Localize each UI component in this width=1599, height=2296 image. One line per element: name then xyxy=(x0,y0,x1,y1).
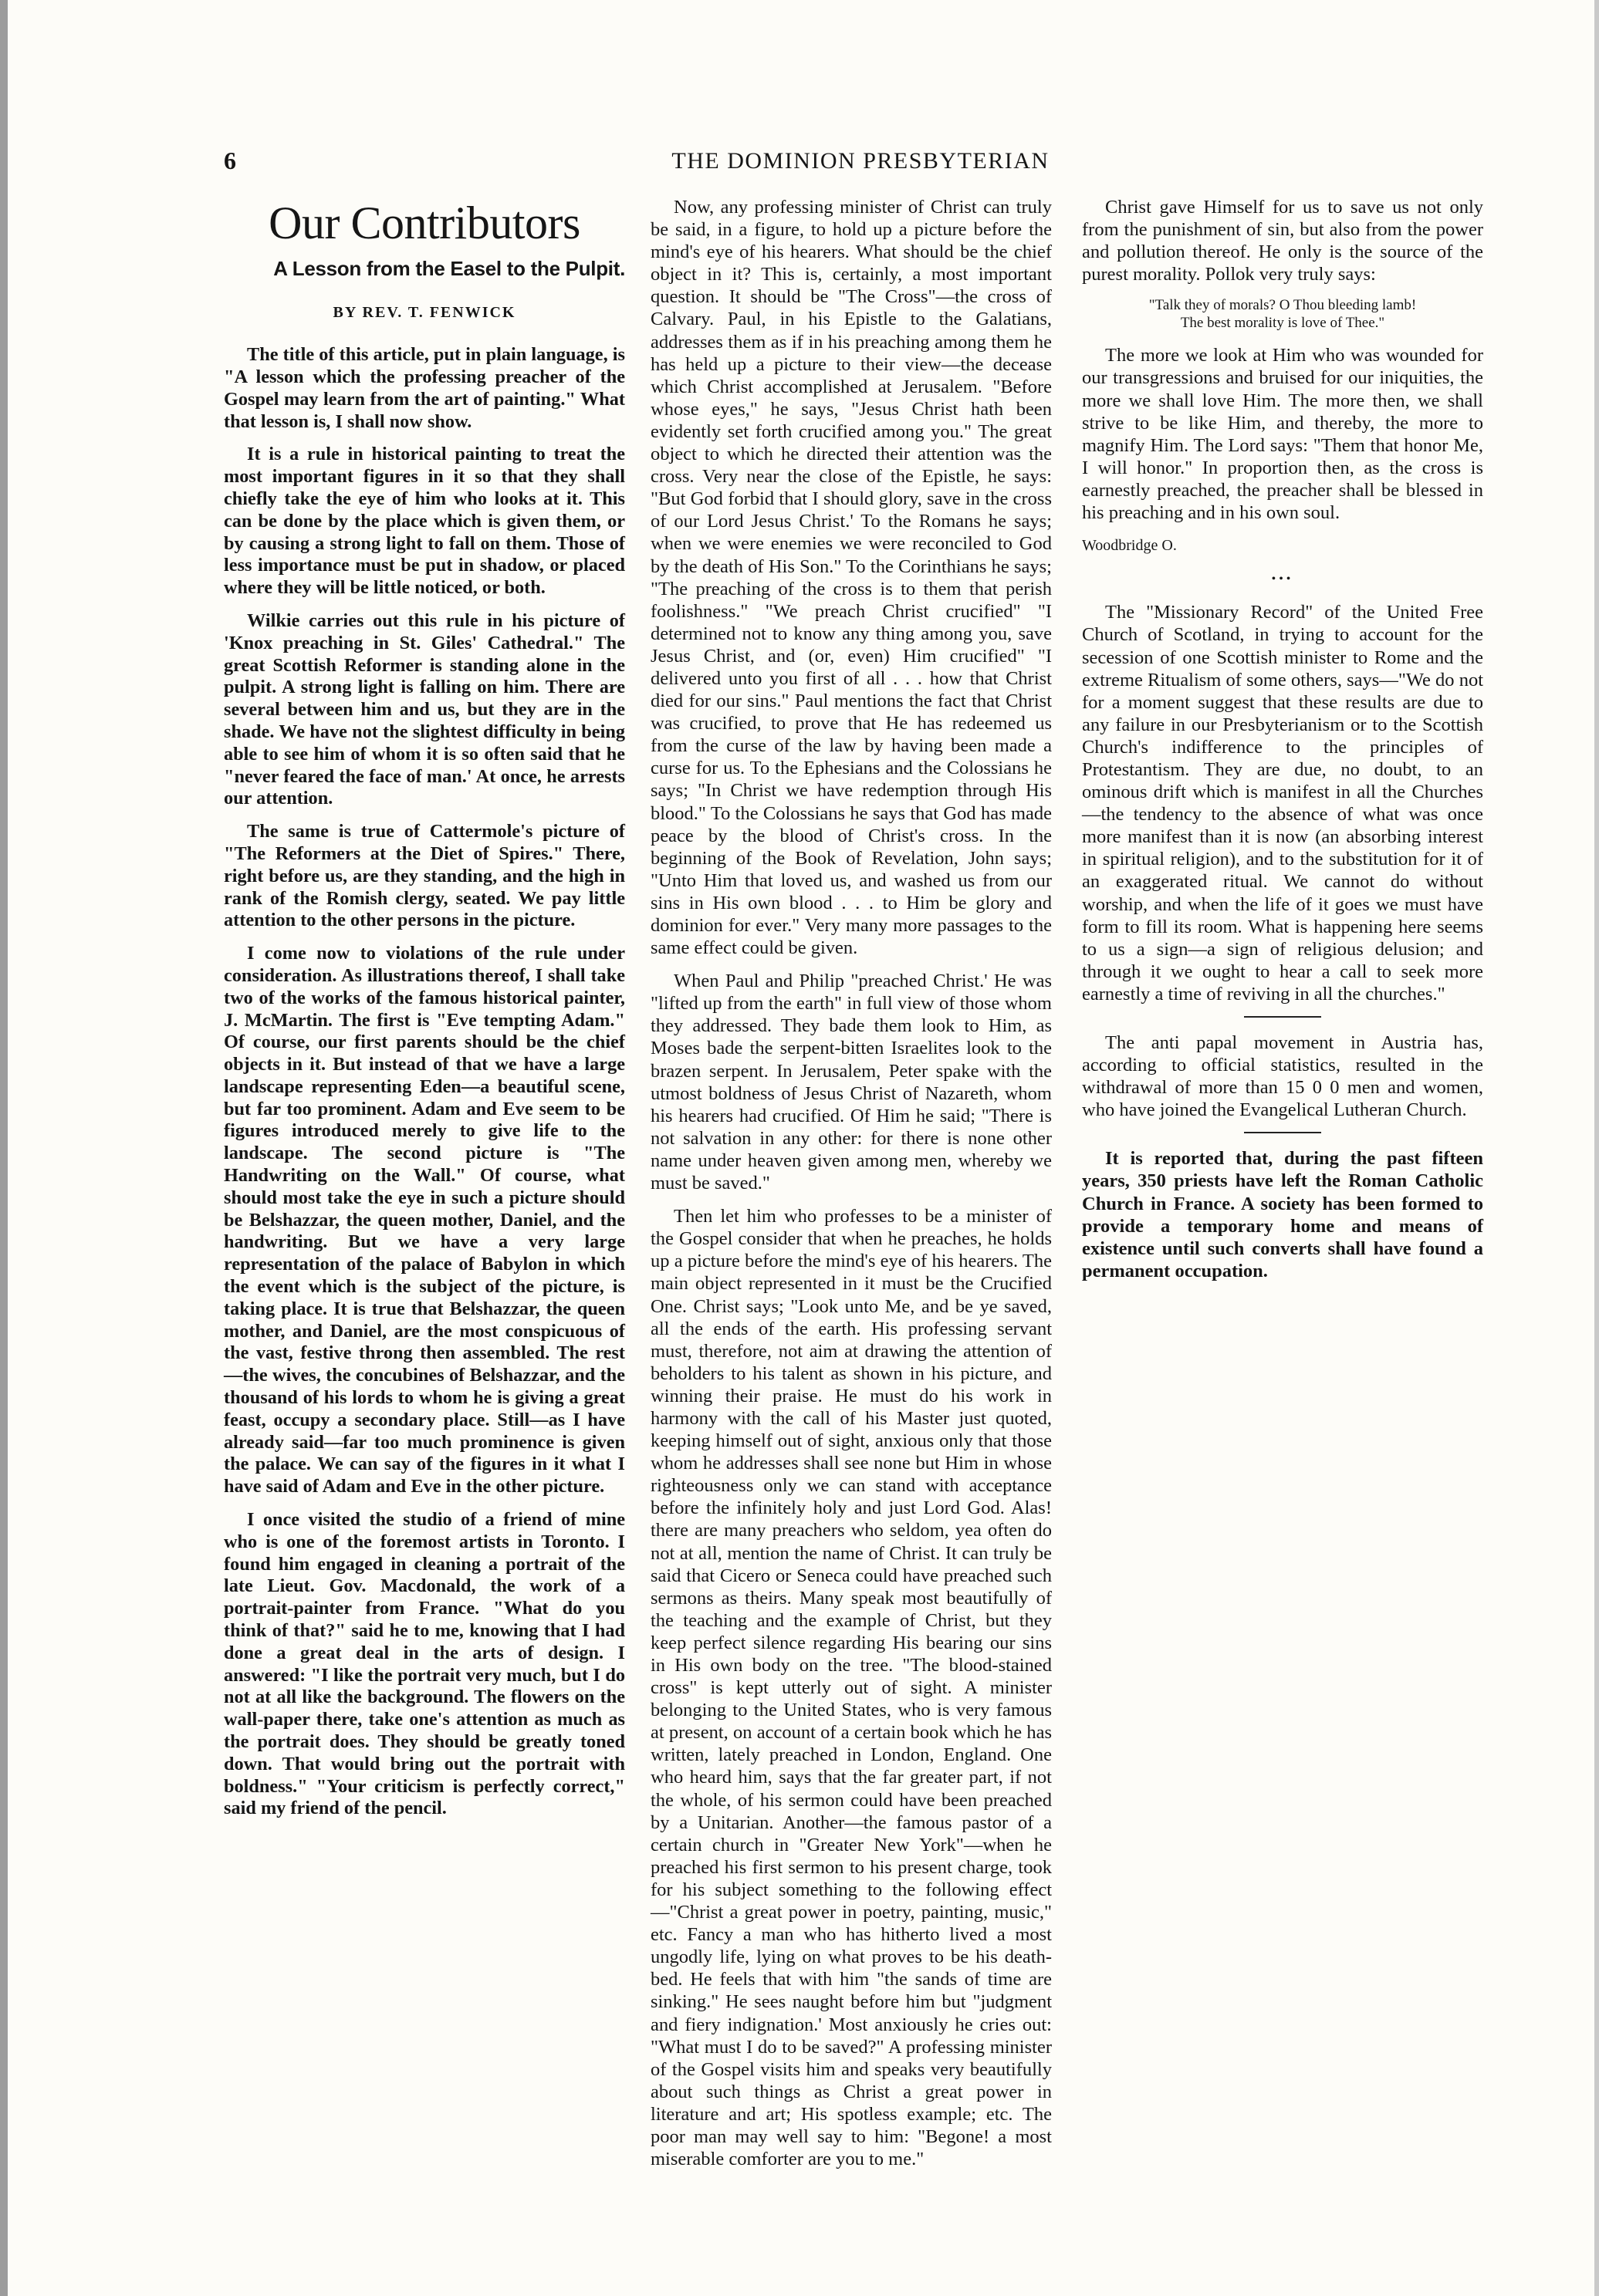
verse-line: "Talk they of morals? O Thou bleeding lamb! xyxy=(1148,297,1417,314)
article-paragraph: Now, any professing minister of Christ can truly be said, in a figure, to hold up a picture before the mind's eye of his hearers. What should be the chief object in it? This is, certainly, a most important question. It should be "The Cross"—the cross of Calvary. Paul, in his Epistle to the Galatians, addresses them as if in his preaching among them he has held up a picture to their view—the decease which Christ accomplished at Jerusalem. "Before whose eyes," he says, "Jesus Christ hath been evidently set forth crucified among you." The great object to which he directed their attention was the cross. Very near the close of the Epistle, he says: "But God forbid that I should glory, save in the cross of our Lord Jesus Christ.' To the Romans he says; when we were enemies we were reconciled to God by the death of His Son." To the Corinthians he says; "The preaching of the cross is to them that perish foolishness." "We preach Christ crucified" "I determined not to know any thing among you, save Jesus Christ, and (or, even) Him crucified" "I delivered unto you first of all . . . how that Christ died for our sins." Paul mentions the fact that Christ was crucified, to prove that He has redeemed us from the curse of the law by having been made a curse for us. To the Ephesians and the Colossians he says; "In Christ we have redemption through His blood." To the Colossians he says that God has made peace by the blood of Christ's cross. In the beginning of the Book of Revelation, John says; "Unto Him that loved us, and washed us from our sins in His own blood . . . to Him be glory and dominion for ever." Very many more passages to the same effect could be given. xyxy=(651,197,1052,959)
article-paragraph: Christ gave Himself for us to save us not only from the punishment of sin, but also from the power and pollution thereof. He only is the source of the purest morality. Pollok very truly says: xyxy=(1082,197,1483,285)
article-paragraph: It is a rule in historical painting to treat the most important figures in it so that they shall chiefly take the eye of him who looks at it. This can be done by the place which is given them, or by causing a strong light to fall on them. Those of less importance must be put in shadow, or placed where they will be little noticed, or both. xyxy=(224,444,625,599)
article-paragraph: Then let him who professes to be a minister of the Gospel consider that when he preaches, he holds up a picture before the mind's eye of his hearers. The main object represented in it must be the Crucified One. Christ says; "Look unto Me, and be ye saved, all the ends of the earth. His professing servant must, therefore, not aim at drawing the attention of beholders to his talent as shown in his picture, and winning their praise. He must do his work in harmony with the call of his Master just quoted, keeping himself out of sight, anxious only that those whom he addresses shall see none but Him in whose righteousness only we can stand with acceptance before the infinitely holy and just Lord God. Alas! there are many preachers who seldom, yea often do not at all, mention the name of Christ. It can truly be said that Cicero or Seneca could have preached such sermons as theirs. Many speak most beautifully of the teaching and the example of Christ, but they keep perfect silence regarding His bearing our sins in His own body on the tree. "The blood-stained cross" is kept utterly out of sight. A minister belonging to the United States, who is very famous at present, on account of a certain book which he has written, lately preached in London, England. One who heard him, says that the far greater part, if not the whole, of his sermon could have been preached by a Unitarian. Another—the famous pastor of a certain church in "Greater New York"—when he preached his first sermon to his present charge, took for his subject something to the following effect—"Christ a great power in poetry, painting, music," etc. Fancy a man who has hitherto lived a most ungodly life, lying on what proves to be his death-bed. He feels that with him "the sands of time are sinking." He sees naught before him but "judgment and fiery indignation.' Most anxiously he cries out: "What must I do to be saved?" A professing minister of the Gospel visits him and speaks very beautifully about such things as Christ a great power in literature and art; His spotless example; etc. The poor man may well say to him: "Begone! a most miserable comforter are you to me." xyxy=(651,1206,1052,2170)
article-signature: Woodbridge O. xyxy=(1082,537,1177,555)
news-note: It is reported that, during the past fifteen years, 350 priests have left the Roman Catholic Church in France. A society has been formed to provide a temporary home and means of existence until such converts shall have found a permanent occupation. xyxy=(1082,1148,1483,1281)
article-paragraph: When Paul and Philip "preached Christ.' He was "lifted up from the earth" in full view of those whom they addressed. They bade them look to Him, as Moses bade the serpent-bitten Israelites look to the brazen serpent. In Jerusalem, Peter spake with the utmost boldness of Jesus Christ of Nazareth, whom his hearers had crucified. Of Him he said; "There is not salvation in any other: for there is none other name under heaven given among men, whereby we must be saved." xyxy=(651,971,1052,1194)
article-subheading: A Lesson from the Easel to the Pulpit. xyxy=(273,257,625,280)
article-paragraph: I come now to violations of the rule under consideration. As illustrations thereof, I shall take two of the works of the famous historical painter, J. McMartin. The first is "Eve tempting Adam." Of course, our first parents should be the chief objects in it. But instead of that we have a large landscape representing Eden—a beautiful scene, but far too prominent. Adam and Eve seem to be figures introduced merely to give life to the landscape. The second picture is "The Handwriting on the Wall." Of course, what should most take the eye in such a picture should be Belshazzar, the queen mother, Daniel, and the handwriting. But we have a very large representation of the palace of Babylon in which the event which is the subject of the picture, is taking place. It is true that Belshazzar, the queen mother, and Daniel, are the most conspicuous of the vast, festive throng then assembled. The rest—the wives, the concubines of Belshazzar, and the thousand of his lords to whom he is giving a great feast, occupy a secondary place. Still—as I have already said—far too much prominence is given the palace. We can say of the figures in it what I have said of Adam and Eve in the other picture. xyxy=(224,943,625,1497)
page-header xyxy=(224,147,1497,185)
article-paragraph: The title of this article, put in plain language, is "A lesson which the professing preacher of the Gospel may learn from the art of painting." What that lesson is, I shall now show. xyxy=(224,344,625,432)
news-note: The "Missionary Record" of the United Free Church of Scotland, in trying to account for the secession of one Scottish minister to Rome and the extreme Ritualism of some others, says—"We do not for a moment suggest that these results are due to any failure in our Presbyterianism or to the Scottish Church's indifference to the principles of Protestantism. They are due, no doubt, to an ominous drift which is manifest in all the Churches—the tendency to the absence of what was once more manifest than it is now (an absorbing interest in spiritual religion), and to the substitution for it of an exaggerated ritual. We cannot do without worship, and when the life of it goes we must have form to fill its room. What is happening here seems to us a sign—a sign of religious delusion; and through it we ought to hear a call to seek more earnestly a time of reviving in all the churches." xyxy=(1082,602,1483,1004)
verse-line: The best morality is love of Thee." xyxy=(1180,315,1385,332)
divider-rule xyxy=(1244,1016,1321,1018)
article-closing-paragraph: The more we look at Him who was wounded for our transgressions and bruised for our iniquities, the more we shall love Him. The more then, we shall strive to be like Him, and thereby, the more to magnify Him. The Lord says: "Them that honor Me, I will honor." In proportion then, as the cross is earnestly preached, the preacher shall be blessed in his preaching and in his own soul. xyxy=(1082,345,1483,524)
article-heading: Our Contributors xyxy=(269,198,580,248)
column-2 xyxy=(651,196,1052,2181)
article-paragraph: I once visited the studio of a friend of mine who is one of the foremost artists in Toronto. I found him engaged in cleaning a portrait of the late Lieut. Gov. Macdonald, the work of a portrait-painter from France. "What do you think of that?" said he to me, knowing that I had done a great deal in the arts of design. I answered: "I like the portrait very much, but I do not at all like the background. The flowers on the wall-paper there, take one's attention as much as the portrait does. They should be greatly toned down. That would bring out the portrait with boldness." "Your criticism is perfectly correct," said my friend of the pencil. xyxy=(224,1509,625,1819)
article-byline: BY REV. T. FENWICK xyxy=(333,304,516,322)
page-number: 6 xyxy=(224,147,236,174)
section-ornament: ••• xyxy=(1271,572,1294,586)
divider-rule xyxy=(1244,1132,1321,1133)
running-title: THE DOMINION PRESBYTERIAN xyxy=(671,148,1050,174)
article-paragraph: The same is true of Cattermole's picture of "The Reformers at the Diet of Spires." There, right before us, are they standing, and the high in rank of the Romish clergy, seated. We pay little attention to the other persons in the picture. xyxy=(224,821,625,931)
verse-quote xyxy=(1082,296,1483,332)
article-paragraph: Wilkie carries out this rule in his picture of 'Knox preaching in St. Giles' Cathedral." The great Scottish Reformer is standing alone in the pulpit. A strong light is falling on him. There are several between him and us, but they are in the shade. We have not the slightest difficulty in being able to see him of whom it is so often said that he "never feared the face of man.' At once, he arrests our attention. xyxy=(224,609,625,809)
column-1 xyxy=(224,196,625,1831)
column-3 xyxy=(1082,196,1483,1293)
news-note: The anti papal movement in Austria has, according to official statistics, resulted in the withdrawal of more than 15 0 0 men and women, who have joined the Evangelical Lutheran Church. xyxy=(1082,1032,1483,1121)
